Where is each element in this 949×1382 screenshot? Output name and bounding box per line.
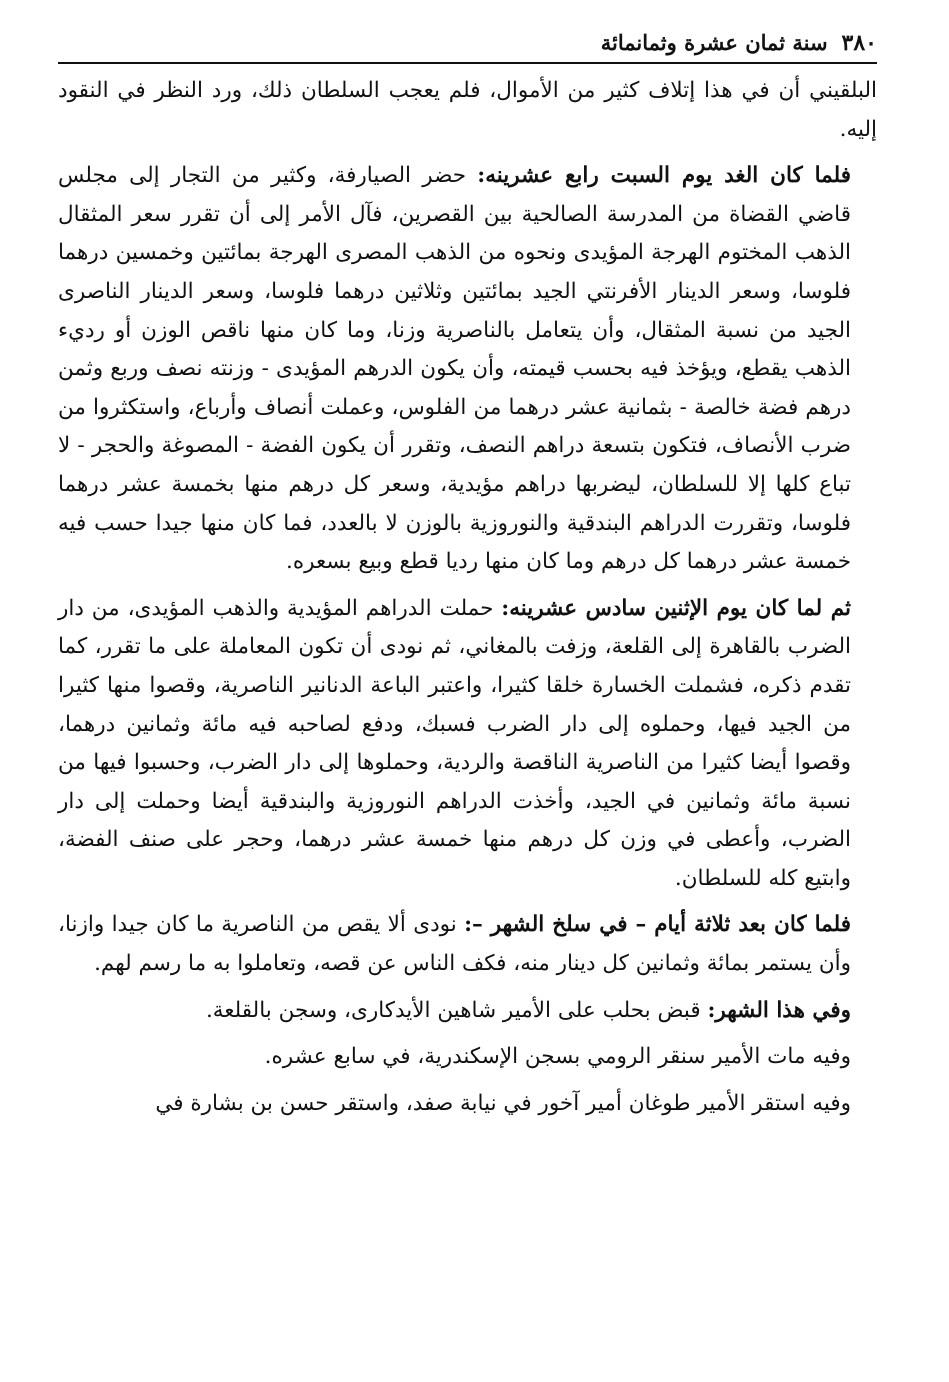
paragraph-lead: فلما كان الغد يوم السبت رابع عشرينه:	[477, 163, 851, 189]
paragraph-7	[58, 1085, 877, 1124]
running-header	[58, 30, 877, 62]
page-number: ٣٨٠	[841, 30, 877, 56]
paragraph-1	[58, 72, 877, 149]
paragraph-4	[58, 906, 877, 983]
paragraph-text: وفيه استقر الأمير طوغان أمير آخور في نيابة صفد، واستقر حسن بن بشارة في	[155, 1090, 851, 1116]
paragraph-lead: وفي هذا الشهر:	[707, 997, 851, 1023]
paragraph-text: قبض بحلب على الأمير شاهين الأيدكارى، وسجن بالقلعة.	[205, 997, 708, 1023]
paragraph-text: حضر الصيارفة، وكثير من التجار إلى مجلس قاضي القضاة من المدرسة الصالحية بين القصرين، فآل الأمر إلى أن تقرر سعر المثقال الذهب المختوم الهرجة المؤيدى ونحوه من الذهب المصرى الهرجة بمائتين وخمسين درهما فلوسا، وسعر الدينار الأفرنتي الجيد بمائتين وثلاثين درهما فلوسا، وسعر الدينار الناصرى الجيد من نسبة المثقال، وأن يتعامل بالناصرية وزنا، وما كان منها ناقص الوزن أو رديء الذهب يقطع، ويؤخذ فيه بحسب قيمته، وأن يكون الدرهم المؤيدى - وزنته نصف وربع وثمن درهم فضة خالصة - بثمانية عشر درهما من الفلوس، وعملت أنصاف وأرباع، واستكثروا من ضرب الأنصاف، فتكون بتسعة دراهم النصف، وتقرر أن يكون الفضة - المصوغة والحجر - لا تباع كلها إلا للسلطان، ليضربها دراهم مؤيدية، وسعر كل درهم منها بخمسة عشر درهما فلوسا، وتقررت الدراهم البندقية والنوروزية بالوزن لا بالعدد، فما كان منها جيدا حسب فيه خمسة عشر درهما كل درهم وما كان منها رديا قطع وبيع بسعره.	[58, 163, 851, 575]
paragraph-5	[58, 992, 877, 1031]
paragraph-3	[58, 590, 877, 899]
paragraph-2	[58, 157, 877, 582]
paragraph-lead: ثم لما كان يوم الإثنين سادس عشرينه:	[501, 595, 851, 621]
paragraph-text: حملت الدراهم المؤيدية والذهب المؤيدى، من دار الضرب بالقاهرة إلى القلعة، وزفت بالمغاني، ثم نودى أن تكون المعاملة على ما تقرر، كما تقدم ذكره، فشملت الخسارة خلقا كثيرا، واعتبر الباعة الدنانير الناصرية، وقصوا منها كثيرا من الجيد فيها، وحملوه إلى دار الضرب فسبك، ودفع لصاحبه فيه مائة وثمانين درهما، وقصوا أيضا كثيرا من الناصرية الناقصة والردية، وحملوها إلى دار الضرب، وحسبوا فيها من نسبة مائة وثمانين في الجيد، وأخذت الدراهم النوروزية والبندقية أيضا وحملت إلى دار الضرب، وأعطى في وزن كل درهم منها خمسة عشر درهما، وحجر على صنف الفضة، وابتيع كله للسلطان.	[58, 595, 851, 891]
running-title: سنة ثمان عشرة وثمانمائة	[600, 30, 828, 55]
paragraph-text: وفيه مات الأمير سنقر الرومي بسجن الإسكندرية، في سابع عشره.	[264, 1044, 851, 1070]
header-rule	[58, 62, 877, 64]
paragraph-lead: فلما كان بعد ثلاثة أيام – في سلخ الشهر –:	[464, 912, 851, 938]
paragraph-6	[58, 1038, 877, 1077]
paragraph-text: نودى ألا يقص من الناصرية ما كان جيدا وازنا، وأن يستمر بمائة وثمانين كل دينار منه، فكف الناس عن قصه، وتعاملوا به ما رسم لهم.	[58, 912, 851, 977]
paragraph-text: البلقيني أن في هذا إتلاف كثير من الأموال، فلم يعجب السلطان ذلك، ورد النظر في النقود إليه.	[58, 78, 877, 142]
